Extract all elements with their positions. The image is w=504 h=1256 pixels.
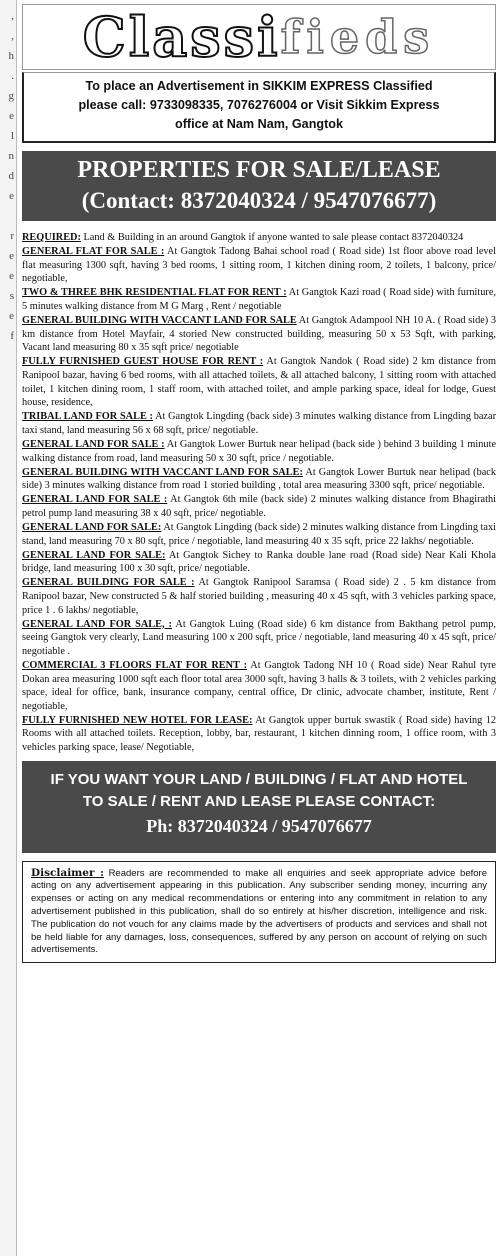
margin-fragment: e: [9, 190, 14, 202]
listing-item: [22, 314, 496, 355]
listing-heading: GENERAL FLAT FOR SALE :: [22, 246, 165, 258]
margin-fragment: h: [8, 50, 14, 62]
advertise-info-line: office at Nam Nam, Gangtok: [175, 117, 343, 131]
margin-fragment: e: [9, 110, 14, 122]
listing-text: At Gangtok Ranipool Saramsa ( Road side) 2 . 5 km distance from Ranipool bazar, New constructed 5 & half storied building , measuring 40 x 45 sqft, with 3 vehicles parking space, price 1 . 6 lakhs/ negotiable,: [22, 577, 496, 616]
listing-heading: FULLY FURNISHED GUEST HOUSE FOR RENT :: [22, 356, 264, 368]
listing-item: [22, 659, 496, 713]
margin-fragment: e: [9, 270, 14, 282]
listing-text: At Gangtok upper burtuk swastik ( Road side) having 12 Rooms with all attached toilets. Reception, lobby, bar, restaurant, 1 kitchen dinning room, 1 office room, with 3 vehicles parking space, lease/ Negotiable,: [22, 714, 496, 753]
listing-heading: TWO & THREE BHK RESIDENTIAL FLAT FOR RENT :: [22, 287, 287, 299]
listing-text: At Gangtok Luing (Road side) 6 km distance from Bakthang petrol pump, seeing Gangtok very clearly, Land measuring 100 x 200 sqft, price / negotiable, land measuring 40 x 45 sqft, price/ negotiable .: [22, 618, 496, 657]
contact-banner: [22, 761, 496, 853]
listing-text: At Gangtok 6th mile (back side) 2 minutes walking distance from Bhagirathi petrol pump land measuring 38 x 40 sqft, price/ negotiable.: [22, 494, 496, 519]
margin-fragment: ,: [11, 30, 14, 42]
listing-heading: GENERAL BUILDING WITH VACCANT LAND FOR SALE: [22, 315, 297, 327]
listing-text: At Gangtok Lower Burtuk near helipad (back side ) behind 3 building 1 minute walking distance from road, land measuring 50 x 30 sqft, price / negotiable.: [22, 438, 497, 464]
listing-heading: GENERAL LAND FOR SALE :: [22, 494, 168, 506]
listing-heading: GENERAL LAND FOR SALE:: [22, 549, 166, 561]
disclaimer-box: [22, 861, 496, 964]
masthead-title-light: fieds: [280, 10, 436, 64]
listing-item: [22, 286, 496, 313]
listings: [22, 231, 496, 755]
listing-heading: TRIBAL LAND FOR SALE :: [22, 411, 153, 423]
margin-fragment: f: [10, 330, 14, 342]
contact-line: TO SALE / RENT AND LEASE PLEASE CONTACT:: [82, 792, 436, 810]
adjacent-column-fragment: [0, 0, 17, 1256]
listing-item: [22, 493, 496, 520]
disclaimer-heading: Disclaimer :: [31, 866, 104, 879]
listing-heading: GENERAL LAND FOR SALE:: [22, 521, 162, 533]
listing-item: [22, 410, 496, 437]
margin-fragment: l: [10, 130, 14, 142]
margin-fragment: n: [8, 150, 14, 162]
listing-heading: GENERAL BUILDING WITH VACCANT LAND FOR SALE:: [22, 466, 303, 478]
advertise-info-line: please call: 9733098335, 7076276004 or Visit Sikkim Express: [78, 98, 440, 112]
listing-heading: GENERAL LAND FOR SALE :: [22, 438, 165, 450]
section-title: PROPERTIES FOR SALE/LEASE: [77, 157, 441, 183]
margin-fragment: e: [9, 310, 14, 322]
listing-text: At Gangtok Tadong Bahai school road ( Road side) 1st floor above road level flat measuring 1300 sqft, having 3 bed rooms, 1 sitting room, 1 kitchen dining room, 2 toilets, 1 balcony, price/ negotiable,: [22, 246, 496, 285]
listing-item: [22, 231, 496, 245]
listing-text: At Gangtok Lingding (back side) 3 minutes walking distance from Lingding bazar taxi stand, land measuring 56 x 68 sqft, price/ negotiable.: [22, 411, 497, 436]
advertise-info-line: To place an Advertisement in SIKKIM EXPRESS Classified: [85, 79, 433, 93]
masthead-title-bold: Classi: [82, 5, 281, 69]
listing-item: [22, 714, 496, 755]
listing-text: At Gangtok Sichey to Ranka double lane road (Road side) Near Kali Khola bridge, land measuring 100 x 30 sqft, price/ negotiable.: [22, 549, 496, 575]
listing-heading: FULLY FURNISHED NEW HOTEL FOR LEASE:: [22, 714, 253, 726]
listing-item: [22, 355, 496, 409]
listing-text: At Gangtok Nandok ( Road side) 2 km distance from Ranipool bazar, having 6 bed rooms, with all attached toilets, & all attached balcony, 1 sitting room with attached toilet, 1 kitchen dining room, 1 staff room, with attached toilet, and ample parking space, ideal for lodge, Guest house, residence,: [22, 356, 496, 409]
margin-fragment: ,: [11, 10, 14, 22]
listing-heading: COMMERCIAL 3 FLOORS FLAT FOR RENT :: [22, 659, 248, 671]
margin-fragment: s: [9, 290, 14, 302]
classifieds-page: [22, 4, 496, 963]
listing-item: [22, 245, 496, 286]
listing-item: [22, 466, 496, 493]
listing-heading: GENERAL LAND FOR SALE, :: [22, 618, 172, 630]
margin-fragment: g: [8, 90, 14, 102]
classifieds-masthead: [22, 4, 496, 70]
listing-item: [22, 438, 496, 465]
margin-fragment: e: [9, 250, 14, 262]
listing-item: [22, 576, 496, 617]
disclaimer-text: Readers are recommended to make all enquiries and seek appropriate advice before acting on any advertisement appearing in this publication. Any subscriber sending money, incurring any expenses or acting on any medical recommendations or entering into any commitment in relation to any advertisement published in this publication, shall do so entirely at his/her discretion, intelligence and risk. The publication do not vouch for any claims made by the advertisers of products and services and shall not be held liable for any damages, loss, consequences, suffered by any person on account of relying on such advertisements.: [31, 867, 487, 956]
listing-item: [22, 618, 496, 659]
listing-text: At Gangtok Tadong NH 10 ( Road side) Near Rahul tyre Dokan area measuring 1000 sqft each floor total area 3000 sqft, having 3 halls & 3 toilets, with 2 vehicles parking space, ideal for office, bank, insurance company, central office, Dr clinic, advocate chamber, institute, Rent / negotiable,: [22, 659, 496, 712]
listing-text: At Gangtok Kazi road ( Road side) with furniture, 5 minutes walking distance from M G Marg , Rent / negotiable: [22, 287, 496, 312]
advertise-info-box: [22, 72, 496, 143]
contact-line: IF YOU WANT YOUR LAND / BUILDING / FLAT AND HOTEL: [50, 770, 468, 788]
listing-text: At Gangtok Lower Burtuk near helipad (back side) 3 minutes walking distance from road 1 storied building , total area measuring 3300 sqft, price/ negotiable.: [22, 466, 497, 492]
listing-text: Land & Building in an around Gangtok if anyone wanted to sale please contact 8372040324: [80, 232, 464, 243]
listing-heading: REQUIRED:: [22, 232, 81, 243]
section-contact: (Contact: 8372040324 / 9547076677): [81, 188, 437, 213]
section-banner: [22, 151, 496, 221]
listing-heading: GENERAL BUILDING FOR SALE :: [22, 577, 195, 589]
listing-text: At Gangtok Lingding (back side) 2 minutes walking distance from Lingding taxi stand, land measuring 70 x 80 sqft, price / negotiable, land measuring 40 x 35 sqft, price 22 lakhs/ negotiable.: [22, 521, 496, 547]
listing-item: [22, 521, 496, 548]
margin-fragment: r: [10, 230, 14, 242]
margin-fragment: .: [11, 70, 14, 82]
contact-phone: Ph: 8372040324 / 9547076677: [146, 815, 372, 836]
margin-fragment: d: [8, 170, 14, 182]
listing-item: [22, 549, 496, 576]
listing-text: At Gangtok Adampool NH 10 A. ( Road side) 3 km distance from Hotel Mayfair, 4 storied New constructed building, measuring 50 x 53 Sqft, with parking, Vacant land measuring 80 x 35 sqft price/ negotiable: [22, 315, 496, 354]
